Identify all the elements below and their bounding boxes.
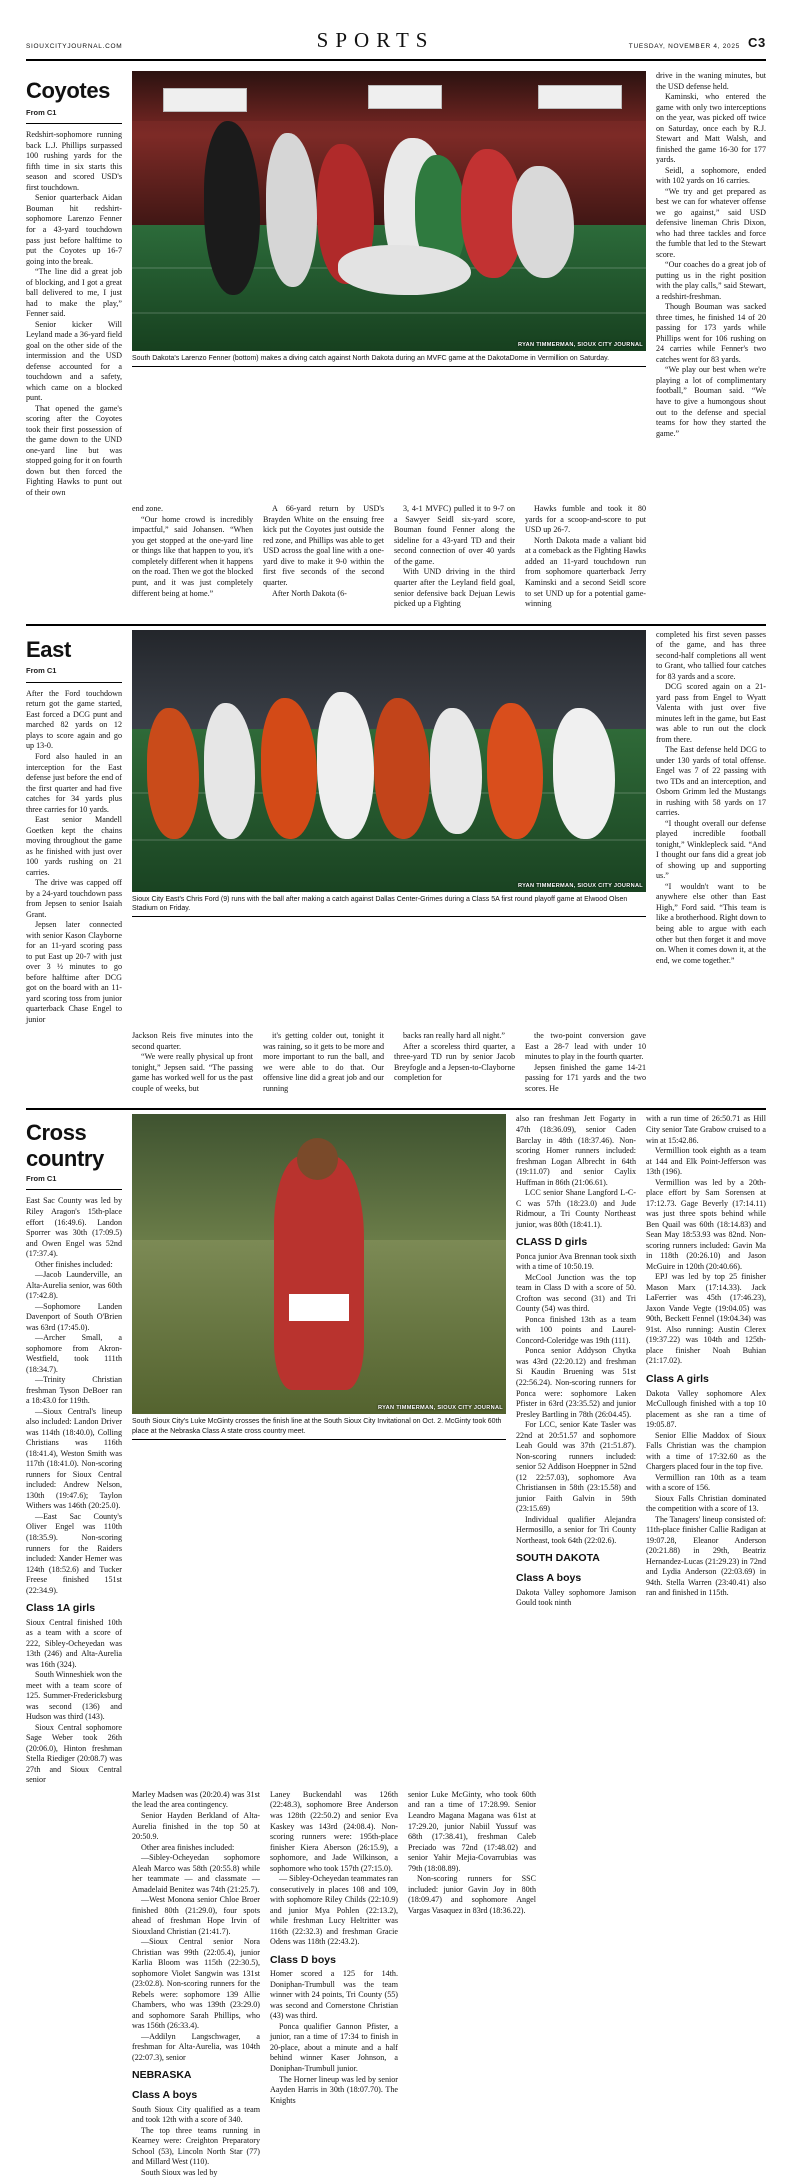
- photo-credit: RYAN TIMMERMAN, SIOUX CITY JOURNAL: [518, 882, 643, 889]
- paragraph: South Sioux City qualified as a team and took 12th with a score of 340.: [132, 2104, 260, 2125]
- paragraph: completed his first seven passes of the game, and has three second-half completions all went to Grant, who tallied four catches for 83 yards and a score.: [656, 629, 766, 681]
- paragraph: A 66-yard return by USD's Brayden White on the ensuing free kick put the Coyotes just outside the red zone, and Phillips was able to get USD across the goal line with a one-yard dive to make it 9-0 within the first five seconds of the second quarter.: [263, 504, 384, 587]
- paragraph: Jepsen later connected with senior Kason Clayborne for an 11-yard scoring pass to put East up 20-7 with just over 3 ½ minutes to go before halftime after DCG got on the board with an 11-yard scoring toss from junior quarterback Chase Engel to junior: [26, 920, 122, 1024]
- paragraph: backs ran really hard all night.”: [403, 1031, 506, 1041]
- cc-col3: [270, 1790, 398, 2178]
- coyotes-jumpline: From C1: [26, 107, 57, 117]
- paragraph: —Sioux Central's lineup also included: Landon Driver was 114th (18:40.0), Colling Christians was 116th (18:41.4), Weston Smith was 117th (18:41.0). Non-scoring runners for Sioux Central included: Andrew Nelson, 130th (19:47.6); Taylon Withers was 146th (20:25.0).: [26, 1406, 122, 1511]
- cross-country-right-rail: [516, 1114, 766, 1785]
- east-photo: [132, 630, 646, 892]
- paragraph: East Sac County was led by Riley Aragon's 15th-place effort (16:49.6). Landon Sporrer was 30th (17:09.5) and Owen Engel was 52nd (17:37.4).: [26, 1196, 122, 1259]
- paragraph: Jepsen finished the game 14-21 passing for 171 yards and the two scores. He: [525, 1062, 646, 1093]
- east-caption: Sioux City East's Chris Ford (9) runs with the ball after making a catch against Dallas Center-Grimes during a Class 5A first round playoff game at Elwood Olsen Stadium on Friday.: [132, 895, 646, 918]
- paragraph: The drive was capped off by a 24-yard touchdown pass from Jepsen to senior Isaiah Grant.: [26, 878, 122, 919]
- paragraph: The top three teams running in Kearney were: Creighton Preparatory School (53), Lincoln North Star (77) and Millard West (110).: [132, 2125, 260, 2167]
- section-coyotes: [26, 71, 766, 610]
- paragraph: Vermillion took eighth as a team at 144 and Elk Point-Jefferson was 13th (196).: [646, 1146, 766, 1177]
- paragraph: North Dakota made a valiant bid at a comeback as the Fighting Hawks added an 11-yard touchdown run from sophomore quarterback Jerry Kaminski and a second Seidl score to set UND up for a potential game-winning: [525, 535, 646, 609]
- paragraph: Vermillion ran 10th as a team with a score of 156.: [646, 1472, 766, 1493]
- paragraph: Kaminski, who entered the game with only two interceptions on the year, was picked off twice on Saturday, once each by R.J. Stewart and Matt Walsh, and finished the game 16-30 for 177 yards.: [656, 92, 766, 165]
- photo-credit: RYAN TIMMERMAN, SIOUX CITY JOURNAL: [518, 342, 643, 348]
- paragraph: DCG scored again on a 21-yard pass from Engel to Wyatt Valenta with just over five minutes left in the game, but East was able to run out the clock from there.: [656, 682, 766, 744]
- coyotes-right-rail: [656, 71, 766, 498]
- rule: [26, 682, 122, 683]
- paragraph: South Sioux was led by: [141, 2167, 218, 2177]
- paragraph: —East Sac County's Oliver Engel was 110th (18:35.9). Non-scoring runners for the Raiders included: Xander Hemer was 124th (18:52.6) and Tucker Freese finished 151st (22:34.9).: [26, 1511, 122, 1595]
- section-cross-country: [26, 1108, 766, 2178]
- paragraph: Other finishes included:: [35, 1259, 113, 1269]
- masthead-website: SIOUXCITYJOURNAL.COM: [26, 43, 123, 50]
- paragraph: Senior quarterback Aidan Bouman hit redshirt-sophomore Larenzo Fenner for a 43-yard touchdown pass just before halftime to put the Coyotes up 16-7 going into the break.: [26, 193, 122, 266]
- paragraph: Dakota Valley sophomore Alex McCullough finished with a top 10 placement as she ran a time of 19:05.87.: [646, 1388, 766, 1430]
- coyotes-jump-text: [132, 504, 646, 609]
- paragraph: “We play our best when we're playing a lot of complimentary football,” Bouman said. “We have to give a humongous shout out to the defense and special teams for how they started the game.”: [656, 365, 766, 438]
- east-headline: East: [26, 636, 71, 662]
- paragraph: Individual qualifier Alejandra Hermosillo, a senior for Tri County Northeast, took 64th (22:02.6).: [516, 1514, 636, 1545]
- paragraph: with a run time of 26:50.71 as Hill City senior Tate Grabow cruised to a win at 15:42.86.: [646, 1114, 766, 1145]
- paragraph: McCool Junction was the top team in Class D with a score of 50. Crofton was second (31) and Tri County (54) was third.: [516, 1272, 636, 1314]
- subhead-class-a-girls: Class A girls: [646, 1372, 709, 1385]
- cc-col4: [408, 1790, 536, 2178]
- paragraph: “I wouldn't want to be anywhere else other than East High,” Ford said. “This team is like a brotherhood. Right down to being able to argue with each other but then forget it and move on. When it comes down it, at the end, we come together.”: [656, 881, 766, 965]
- subhead-class-d-boys: Class D boys: [270, 1953, 336, 1966]
- paragraph: Dakota Valley sophomore Jamison Gould took ninth: [516, 1587, 636, 1608]
- cross-country-bottom-columns: [26, 1790, 766, 2178]
- paragraph: Ford also hauled in an interception for the East defense just before the end of the first quarter and had five catches for 34 yards plus three carries for 10 yards.: [26, 751, 122, 814]
- paragraph: That opened the game's scoring after the Coyotes took their first possession of the game down to the UND one-yard line but was stopped going for it on fourth down but then forced the Fighting Hawks to punt out of their own: [26, 403, 122, 497]
- paragraph: “I thought overall our defense played incredible football tonight,” Winklepleck said. “And I thought our fans did a great job of showing up and supporting us.”: [656, 818, 766, 881]
- masthead: [26, 28, 766, 61]
- paragraph: Vermillion was led by a 20th-place effort by Sam Sorensen at 17:12.73. Gage Beverly (17:14.11) was just three spots behind while Ben Quail was 60th (18:14.83) and Sean May 18:53.93 was 82nd. Non-scoring runners included: Gavin Ma in 118th (20:26.10) and Jason McGuire in 120th (20:40.66).: [646, 1177, 766, 1271]
- coyotes-caption: South Dakota's Larenzo Fenner (bottom) makes a diving catch against North Dakota during an MVFC game at the DakotaDome in Vermillion on Saturday.: [132, 354, 646, 367]
- paragraph: drive in the waning minutes, but the USD defense held.: [656, 71, 766, 91]
- paragraph: —Jacob Launderville, an Alta-Aurelia senior, was 60th (17:42.8).: [26, 1270, 122, 1301]
- east-left-column: [26, 630, 122, 1026]
- paragraph: Sioux Falls Christian dominated the competition with a score of 13.: [646, 1493, 766, 1514]
- paragraph: also ran freshman Jett Fogarty in 47th (18:36.09), senior Caden Barclay in 48th (18:37.46). Non-scoring Homer runners included: freshman Logan Albrecht in 64th (19:11.07) and senior Caylix Huffman in 86th (21:06.61).: [516, 1114, 636, 1187]
- paragraph: — Sibley-Ocheyedan teammates ran consecutively in places 108 and 109, with sophomore Riley Childs (22:10.9) and junior Mya Pohlen (22:13.2), while freshman Lucy Heltritter was 116th (22:32.3) and freshman Gracie Odens was 118th (22:43.2).: [270, 1874, 398, 1947]
- paragraph: Ponca junior Ava Brennan took sixth with a time of 10:50.19.: [516, 1251, 636, 1272]
- cross-country-photo: [132, 1114, 506, 1414]
- paragraph: “Our home crowd is incredibly impactful,” said Johansen. “When you get stopped at the one-yard line or things like that happen to you, it's completely different when it happens on the road. Then we got the blocked punt, and it was just completely different being at home.”: [132, 514, 253, 598]
- paragraph: Seidl, a sophomore, ended with 102 yards on 16 carries.: [656, 165, 766, 186]
- paragraph: Senior kicker Will Leyland made a 36-yard field goal on the other side of the intermission and the USD defense accounted for a touchdown and a safety, which came on a blocked punt.: [26, 319, 122, 403]
- paragraph: Other area finishes included:: [141, 1842, 235, 1852]
- paragraph: “The line did a great job of blocking, and I got a great ball delivered to me, I just had to make the play,” Fenner said.: [26, 267, 122, 319]
- paragraph: Though Bouman was sacked three times, he finished 14 of 20 passing for 173 yards while Phillips went for 106 rushing on 24 carries while Fenner's two catches went for 83 yards.: [656, 302, 766, 364]
- rule: [26, 1189, 122, 1190]
- paragraph: Laney Buckendahl was 126th (22:48.3), sophomore Bree Anderson was 128th (22:50.2) and senior Eva Kaskey was 143rd (24:08.4). Non-scoring runners were: 195th-place finisher Kiera Aberson (26:15.9), a sophomore, and Jade Wilkinson, a sophomore who took 157th (27:15.0).: [270, 1789, 398, 1873]
- paragraph: Senior Hayden Berkland of Alta-Aurelia finished in the top 50 at 20:50.9.: [132, 1811, 260, 1842]
- subhead-class-1a-girls: Class 1A girls: [26, 1602, 96, 1615]
- coyotes-headline: Coyotes: [26, 78, 110, 103]
- paragraph: East senior Mandell Goetken kept the chains moving throughout the game as he finished with just over 100 yards rushing on 21 carries.: [26, 815, 122, 877]
- paragraph: —West Monona senior Chloe Broer finished 80th (21:29.0), four spots ahead of freshman Hope Irvin of Siouxland Christian (21:41.7).: [132, 1895, 260, 1936]
- coyotes-left-column: [26, 71, 122, 498]
- east-under-columns: [26, 1031, 766, 1094]
- paragraph: The East defense held DCG to under 130 yards of total offense. Engel was 7 of 22 passing with two TDs and an interception, and Osborn Grimm led the Mustangs in rushing with 58 yards on 17 carries.: [656, 745, 766, 818]
- paragraph: senior Luke McGinty, who took 60th and ran a time of 17:28.99. Senior Leandro Magana Magana was 61st at 17:29.20, junior Nabiil Yussuf was 68th (17:38.41), freshman Caleb Preciado was 72nd (17:48.02) and senior Yahir Mejia-Covarrubias was 79th (18:08.89).: [408, 1789, 536, 1873]
- paragraph: “We were really physical up front tonight,” Jepsen said. “The passing game has worked well for us the past couple of weeks, but: [132, 1052, 253, 1093]
- subhead-nebraska: NEBRASKA: [132, 2069, 192, 2082]
- east-right-rail: [656, 630, 766, 1026]
- paragraph: Homer scored a 125 for 14th. Doniphan-Trumbull was the team winner with 24 points, Tri County (55) was second and Cornerstone Christian (43) was third.: [270, 1969, 398, 2021]
- paragraph: —Sophomore Landen Davenport of South O'Brien was 63rd (17:45.0).: [26, 1301, 122, 1332]
- masthead-meta: [629, 35, 766, 53]
- paragraph: After a scoreless third quarter, a three-yard TD run by senior Jacob Breyfogle and a Jepsen-to-Clayborne completion for: [394, 1041, 515, 1083]
- paragraph: —Addilyn Langschwager, a freshman for Alta-Aurelia, was 104th (22:07.3), senior: [132, 2031, 260, 2062]
- east-jumpline: From C1: [26, 666, 57, 676]
- paragraph: the two-point conversion gave East a 28-7 lead with under 10 minutes to play in the fourth quarter.: [525, 1031, 646, 1062]
- paragraph: South Winneshiek won the meet with a team score of 125. Summer-Fredericksburg was second (136) and Hudson was third (143).: [26, 1670, 122, 1722]
- rule: [26, 123, 122, 124]
- paragraph: After the Ford touchdown return got the game started, East forced a DCG punt and marched 82 yards on 12 plays to score again and go up 13-0.: [26, 688, 122, 751]
- paragraph: Sioux Central finished 10th as a team with a score of 222, Sibley-Ocheyedan was 13th (246) and Alta-Aurelia was 16th (324).: [26, 1617, 122, 1669]
- subhead-south-dakota: SOUTH DAKOTA: [516, 1552, 600, 1565]
- paragraph: Non-scoring runners for SSC included: junior Gavin Joy in 80th (18:09.47) and sophomore Angel Vargas Vasaquez in 83rd (18:36.22).: [408, 1874, 536, 1915]
- cross-country-jumpline: From C1: [26, 1174, 57, 1184]
- paragraph: Sioux Central sophomore Sage Weber took 26th (20:06.0), Hinton freshman Stella Riediger (20:08.7) was 27th and Sioux Central senior: [26, 1722, 122, 1785]
- paragraph: “We try and get prepared as best we can for whatever offense we go against,” said USD defensive lineman Chris Dixon, who had three tackles and force the fumble that led to the Stewart score.: [656, 186, 766, 259]
- paragraph: Ponca senior Addyson Chytka was 43rd (22:20.12) and freshman Si Kaudin Bruening was 51st (22:56.24). Non-scoring runners for Ponca were: sophomore Laken Pfister in 63rd (23:35.52) and junior Presley Bartling in 78th (26:04.45).: [516, 1346, 636, 1419]
- paragraph: —Sibley-Ocheyedan sophomore Aleah Marco was 58th (20:55.8) while her teammate — and classmate — Amadelaid Benitez was 74th (21:25.7).: [132, 1853, 260, 1894]
- paragraph: Marley Madsen was (20:20.4) was 31st the lead the area contingency.: [132, 1789, 260, 1810]
- east-top: [26, 630, 766, 1026]
- paragraph: Ponca finished 13th as a team with 100 points and Laurel-Concord-Coleridge was 19th (111).: [516, 1314, 636, 1345]
- paragraph: 3, 4-1 MVFC) pulled it to 9-7 on a Sawyer Seidl six-yard score, Bouman found Fenner along the sideline for a 43-yard TD and their second connection of over 40 yards of the game.: [394, 504, 515, 566]
- east-jump-text: [132, 1031, 646, 1094]
- paragraph: —Trinity Christian freshman Tyson DeBoer ran a 18:43.0 for 119th.: [26, 1375, 122, 1406]
- paragraph: —Archer Small, a sophomore from Akron-Westfield, took 111th (18:34.7).: [26, 1333, 122, 1374]
- paragraph: The Horner lineup was led by senior Aayden Harris in 30th (18:07.70). The Knights: [270, 2074, 398, 2105]
- coyotes-figure: [132, 71, 646, 498]
- coyotes-top: [26, 71, 766, 498]
- paragraph: Jackson Reis five minutes into the second quarter.: [132, 1031, 253, 1051]
- subhead-class-a-boys-ne: Class A boys: [132, 2089, 198, 2102]
- paragraph: Ponca qualifier Gannon Pfister, a junior, ran a time of 17:34 to finish in 20-place, about a minute and a half behind winner Kaser Johnson, a Doniphan-Trumbull junior.: [270, 2021, 398, 2073]
- masthead-date: TUESDAY, NOVEMBER 4, 2025: [628, 43, 740, 50]
- paragraph: With UND driving in the third quarter after the Leyland field goal, senior defensive back Dejuan Lewis picked up a Fighting: [394, 567, 515, 609]
- paragraph: For LCC, senior Kate Tasler was 22nd at 20:51.57 and sophomore Leah Gould was 37th (21:51.87). Non-scoring runners included: senior 52 Addison Hoeppner in 52nd (12 22:57.03), sophomore Ava Christiansen in 58th (23:15.58) and junior Faith Galvin in 59th (23:15.69): [516, 1420, 636, 1514]
- paragraph: The Tanagers' lineup consisted of: 11th-place finisher Callie Radigan at 19:07.28, Eleanor Anderson (20:21.88) in 29th, Beatriz Hernandez-Lucas (21:29.23) in 72nd and Lydia Anderson (22:03.69) in 94th. Stella Warren (23:40.41) also ran and finished in 115th.: [646, 1514, 766, 1598]
- subhead-class-a-boys: Class A boys: [516, 1571, 582, 1584]
- paragraph: Senior Ellie Maddox of Sioux Falls Christian was the champion with a time of 17:32.60 as the Chargers placed four in the top five.: [646, 1430, 766, 1472]
- paragraph: LCC senior Shane Langford L-C-C was 57th (18:23.0) and Jude Ridmour, a Tri County Northeast junior, was 80th (18:41.1).: [516, 1188, 636, 1229]
- paragraph: Hawks fumble and took it 80 yards for a scoop-and-score to put USD up 26-7.: [525, 504, 646, 535]
- paragraph: end zone.: [132, 504, 164, 514]
- page-title: SPORTS: [316, 28, 435, 52]
- paragraph: After North Dakota (6-: [272, 588, 347, 598]
- paragraph: it's getting colder out, tonight it was raining, so it gets to be more and more important to run the ball, and we were able to do that. Our offensive line did a great job and our running: [263, 1031, 384, 1093]
- cross-country-headline: Cross country: [26, 1120, 104, 1172]
- east-figure: [132, 630, 646, 1026]
- paragraph: Redshirt-sophomore running back L.J. Phillips surpassed 100 rushing yards for the fifth time in six starts this season and scored USD's first touchdown.: [26, 130, 122, 192]
- cross-country-figure: [132, 1114, 506, 1785]
- paragraph: —Sioux Central senior Nora Christian was 99th (22:05.4), junior Karlia Bloom was 115th (22:30.5), sophomore Violet Sangwin was 131st (23:02.8). Non-scoring runners for the Rebels were: sophomore 139 Allie Chambers, who was 139th (23:29.0) and sophomore Sarah Phillips, who was 156th (26:33.4).: [132, 1937, 260, 2031]
- section-east: [26, 624, 766, 1095]
- cc-col1: [26, 1196, 122, 1785]
- paragraph: “Our coaches do a great job of putting us in the right position with the play calls,” said Stewart, a redshirt-freshman.: [656, 260, 766, 301]
- cross-country-left-column: [26, 1114, 122, 1785]
- cc-col2: [132, 1790, 260, 2178]
- cross-country-top: [26, 1114, 766, 1785]
- cross-country-caption: South Sioux City's Luke McGinty crosses the finish line at the South Sioux City Invitational on Oct. 2. McGinty took 60th place at the Nebraska Class A state cross country meet.: [132, 1417, 506, 1440]
- subhead-class-d-girls: CLASS D girls: [516, 1236, 588, 1249]
- coyotes-photo: [132, 71, 646, 351]
- coyotes-under-columns: [26, 504, 766, 609]
- photo-credit: RYAN TIMMERMAN, SIOUX CITY JOURNAL: [378, 1405, 503, 1412]
- page-number: C3: [747, 35, 766, 50]
- paragraph: EPJ was led by top 25 finisher Mason Marx (17:14.33). Jack LaFerrier was 45th (17:46.23), Jaxon Vande Vegte (19:04.05) was 90th, Beckett Fennel (19:04.34) was 91st. Also running: Austin Clerex (19:37.22) was 104th and 125th-place finisher Noah Buhian (21:17.02).: [646, 1272, 766, 1366]
